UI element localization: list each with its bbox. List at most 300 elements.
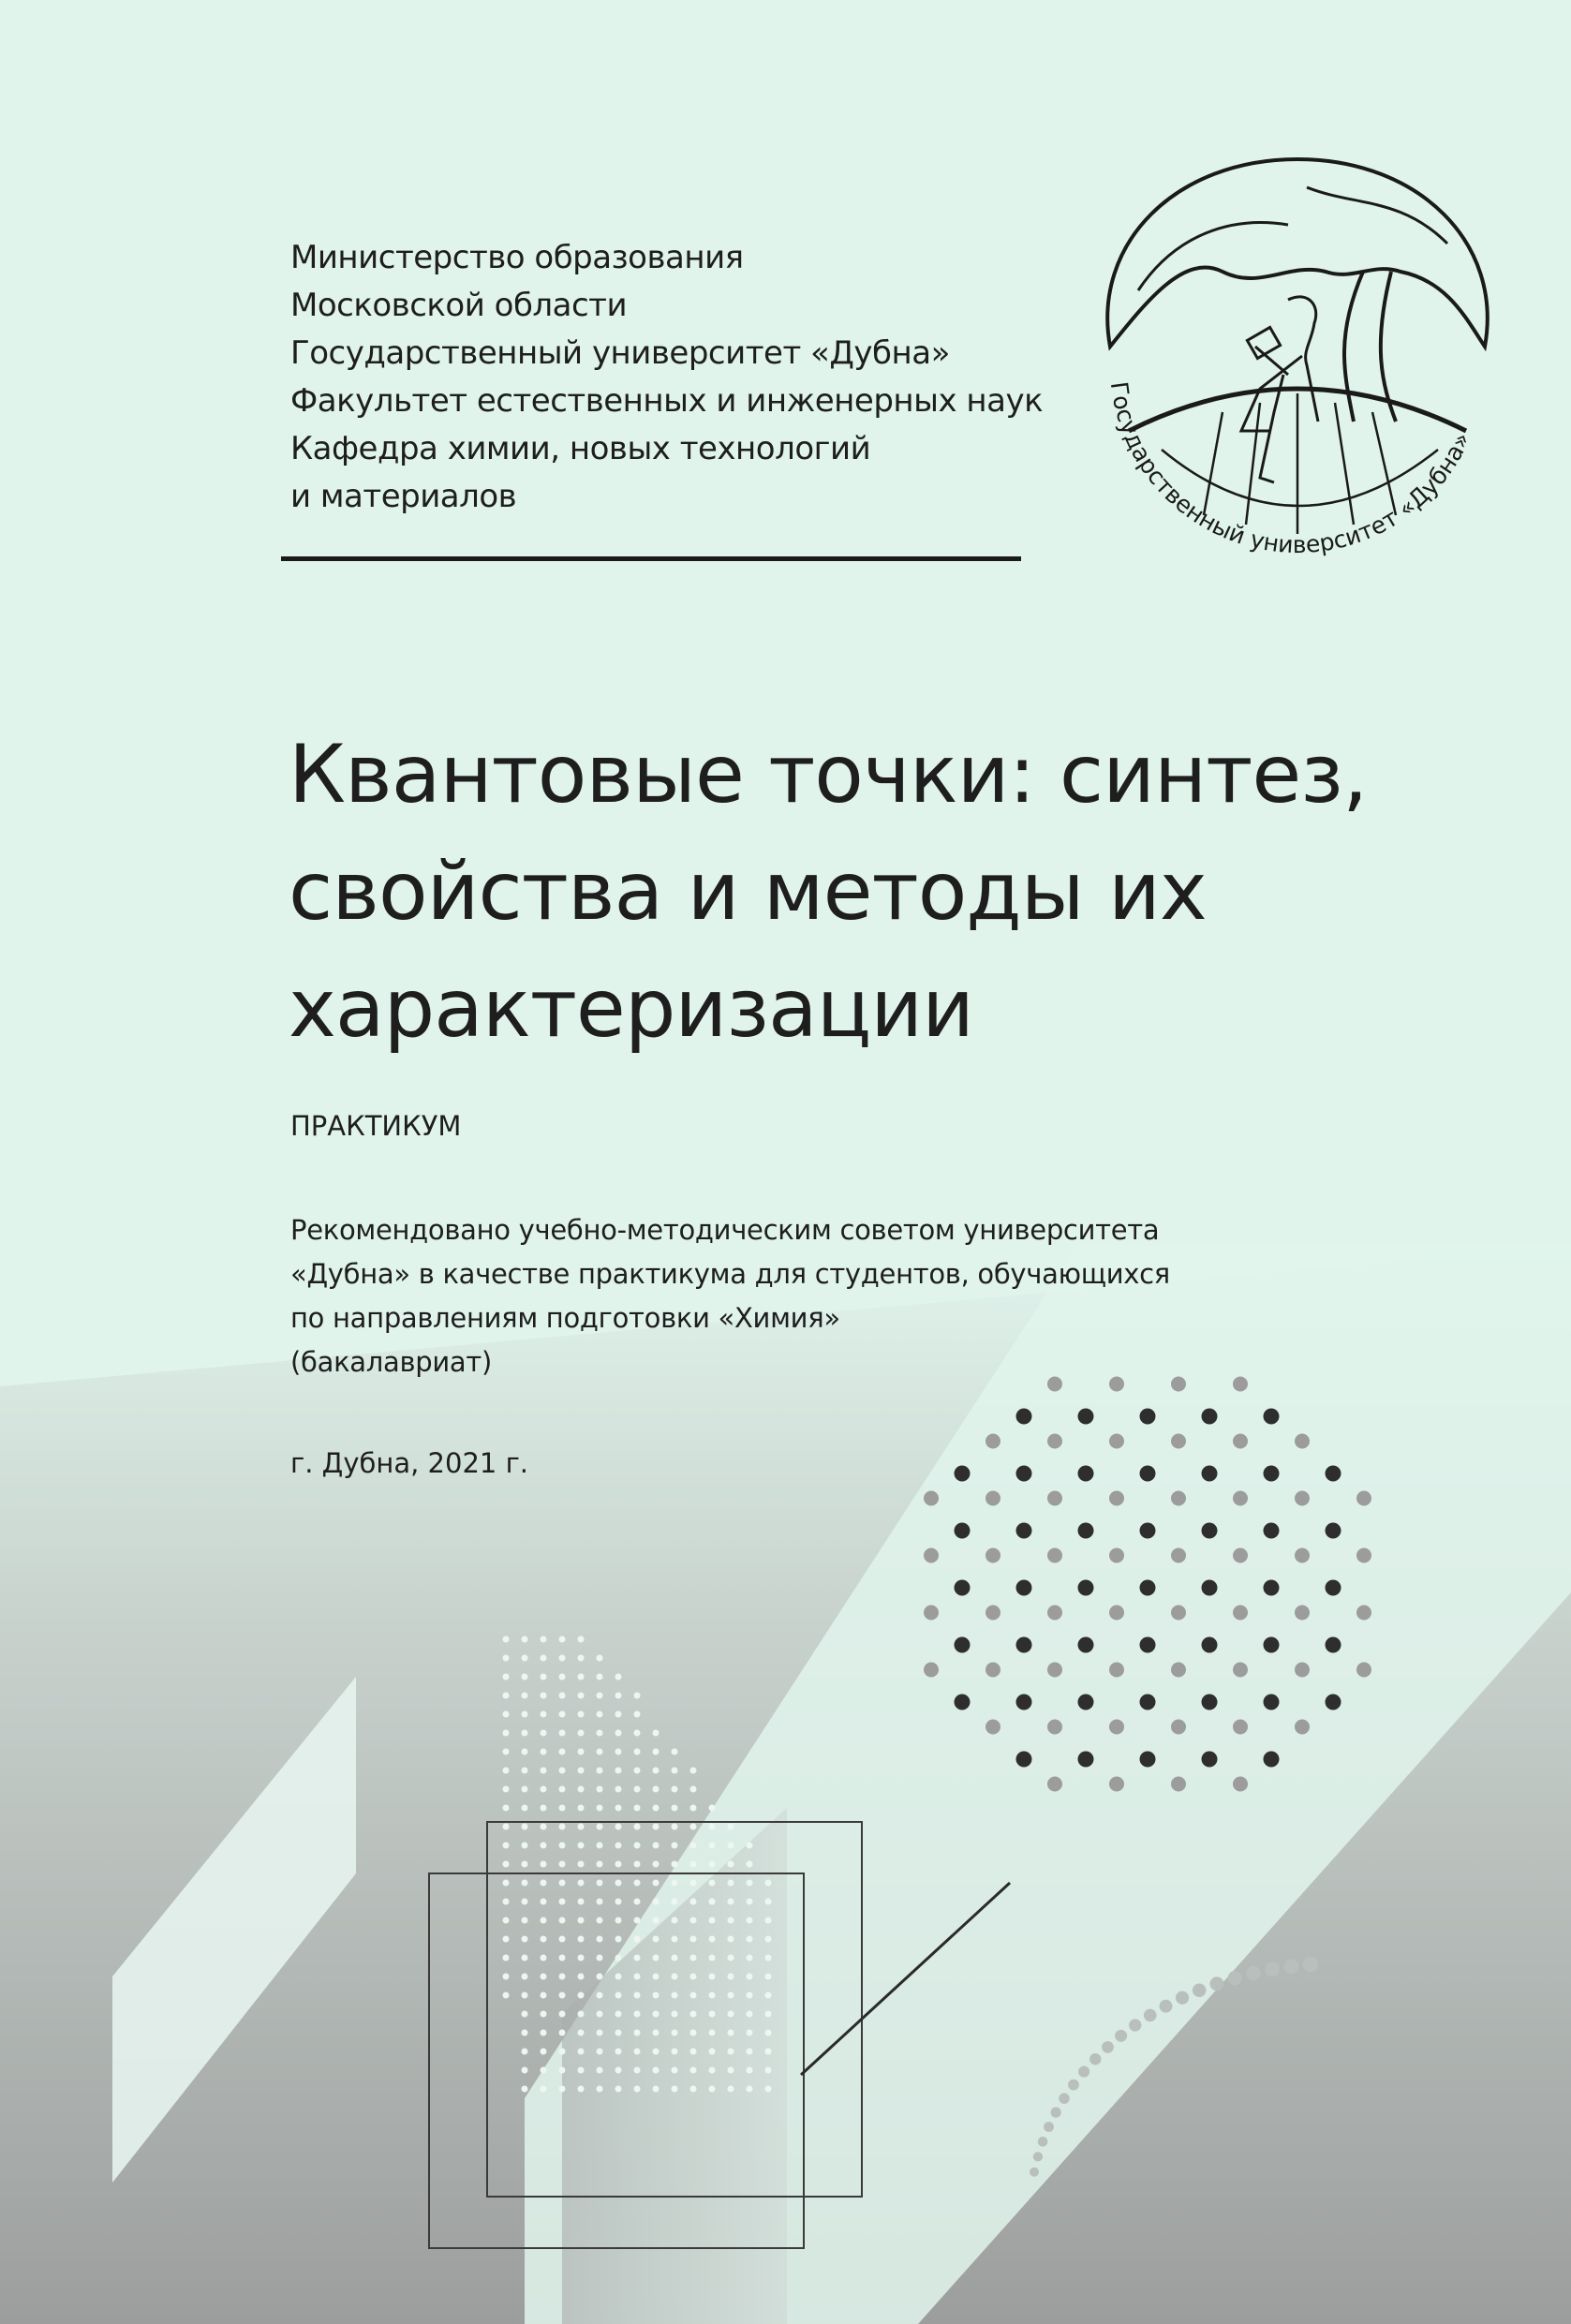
light-dot (541, 2049, 547, 2055)
light-dot (690, 1843, 697, 1849)
light-dot (634, 1730, 641, 1737)
light-dot (541, 1992, 547, 1999)
light-dot (709, 1917, 716, 1924)
light-dot (653, 1730, 660, 1737)
light-dot (690, 2011, 697, 2018)
light-dot (634, 2049, 641, 2055)
light-dot (578, 2067, 585, 2074)
light-dot (578, 1974, 585, 1980)
university-logo (1073, 131, 1522, 581)
light-dot (503, 1693, 510, 1699)
light-dot (634, 1974, 641, 1980)
light-dot (597, 2011, 603, 2018)
dark-dot (1264, 1752, 1280, 1768)
light-dot (634, 1749, 641, 1755)
arc-dot (1059, 2093, 1070, 2104)
light-dot (634, 1786, 641, 1793)
grey-dot (1233, 1434, 1248, 1449)
arc-dot (1283, 1959, 1298, 1974)
light-dot (559, 1674, 566, 1680)
light-dot (709, 2011, 716, 2018)
dark-dot (1078, 1580, 1094, 1596)
light-dot (522, 1730, 528, 1737)
grey-dot (924, 1548, 939, 1563)
light-dot (709, 2030, 716, 2036)
grey-dot (1047, 1720, 1062, 1735)
grey-dot (1233, 1548, 1248, 1563)
light-dot (597, 2067, 603, 2074)
light-dot (541, 1917, 547, 1924)
grey-dot (986, 1491, 1000, 1506)
light-dot (653, 2030, 660, 2036)
grey-dot (1109, 1491, 1124, 1506)
logo-ring-text: Государственный университет «Дубна» (1104, 379, 1476, 559)
light-dot (503, 1768, 510, 1774)
light-dot (559, 1805, 566, 1812)
light-dot (522, 1899, 528, 1905)
dark-dot (1016, 1466, 1032, 1482)
grey-dot (1233, 1491, 1248, 1506)
light-dot (747, 1936, 753, 1943)
light-dot (765, 2049, 772, 2055)
light-dot (597, 1749, 603, 1755)
light-dot (578, 1730, 585, 1737)
arc-dot (1051, 2108, 1061, 2118)
light-dot (541, 2011, 547, 2018)
arc-dot (1078, 2066, 1089, 2078)
light-dot (559, 1749, 566, 1755)
light-dot (597, 1711, 603, 1718)
grey-dot (1109, 1720, 1124, 1735)
light-dot (522, 1655, 528, 1662)
light-dot (522, 1880, 528, 1887)
light-dot (672, 1880, 678, 1887)
recommendation-line: Рекомендовано учебно-методическим советом университета (290, 1214, 1160, 1246)
light-dot (672, 1936, 678, 1943)
light-dot (597, 1936, 603, 1943)
light-dot (541, 1936, 547, 1943)
light-dot (522, 1711, 528, 1718)
light-dot (690, 1786, 697, 1793)
light-dot (634, 1917, 641, 1924)
light-dot (634, 2030, 641, 2036)
light-dot (522, 1749, 528, 1755)
arc-dot (1193, 1984, 1207, 1998)
light-dot (578, 1786, 585, 1793)
light-dot (559, 1955, 566, 1961)
light-dot (653, 1899, 660, 1905)
light-dot (653, 2086, 660, 2093)
header-line: Факультет естественных и инженерных наук (290, 382, 1044, 420)
dark-dot (1140, 1580, 1156, 1596)
grey-dot (1047, 1777, 1062, 1792)
light-dot (634, 2086, 641, 2093)
light-dot (709, 1861, 716, 1868)
light-dot (672, 1786, 678, 1793)
grey-dot (1171, 1377, 1186, 1392)
light-dot (597, 1955, 603, 1961)
light-dot (578, 1693, 585, 1699)
arc-dot (1246, 1966, 1260, 1980)
light-dot (541, 1636, 547, 1643)
light-dot (634, 1768, 641, 1774)
light-dot (559, 1899, 566, 1905)
light-dot (709, 1899, 716, 1905)
light-dot (597, 1974, 603, 1980)
dark-dot (1140, 1637, 1156, 1653)
light-dot (541, 2030, 547, 2036)
light-dot (522, 2011, 528, 2018)
light-dot (728, 2067, 734, 2074)
dark-dot (1326, 1466, 1341, 1482)
light-dot (541, 1861, 547, 1868)
light-dot (503, 1711, 510, 1718)
light-dot (690, 1824, 697, 1830)
light-dot (672, 1917, 678, 1924)
light-dot (690, 2030, 697, 2036)
light-dot (615, 1992, 622, 1999)
light-dot (503, 1674, 510, 1680)
dark-dot (1264, 1466, 1280, 1482)
dark-dot (1140, 1523, 1156, 1539)
dark-dot (1078, 1695, 1094, 1710)
grey-dot (1356, 1663, 1371, 1678)
grey-dot (1233, 1377, 1248, 1392)
light-dot (615, 1917, 622, 1924)
light-dot (578, 1843, 585, 1849)
light-dot (615, 1674, 622, 1680)
light-dot (578, 1899, 585, 1905)
light-dot (522, 1936, 528, 1943)
light-dot (728, 1843, 734, 1849)
light-dot (615, 1786, 622, 1793)
light-dot (559, 1843, 566, 1849)
light-dot (634, 1880, 641, 1887)
light-dot (597, 2086, 603, 2093)
light-dot (747, 1899, 753, 1905)
light-dot (615, 1861, 622, 1868)
light-dot (522, 1861, 528, 1868)
light-dot (522, 1974, 528, 1980)
institution-header (290, 234, 1043, 521)
dark-dot (1078, 1752, 1094, 1768)
grey-dot (1109, 1777, 1124, 1792)
light-dot (522, 2067, 528, 2074)
light-dot (578, 1880, 585, 1887)
arc-dot (1030, 2168, 1039, 2177)
light-dot (615, 1749, 622, 1755)
light-dot (728, 1955, 734, 1961)
light-dot (578, 2049, 585, 2055)
title-line: свойства и методы их (289, 845, 1207, 939)
light-dot (690, 1768, 697, 1774)
light-dot (615, 1880, 622, 1887)
dark-dot (1202, 1580, 1218, 1596)
header-line: Кафедра химии, новых технологий (290, 430, 871, 467)
light-dot (541, 2067, 547, 2074)
light-dot (728, 2011, 734, 2018)
grey-dot (1171, 1777, 1186, 1792)
light-dot (559, 1824, 566, 1830)
light-dot (634, 1899, 641, 1905)
arc-dot (1129, 2019, 1141, 2031)
grey-dot (1356, 1491, 1371, 1506)
light-dot (690, 2067, 697, 2074)
title-line: Квантовые точки: синтез, (289, 728, 1368, 822)
light-dot (653, 1974, 660, 1980)
dark-dot (1202, 1695, 1218, 1710)
light-dot (541, 1974, 547, 1980)
light-dot (578, 1749, 585, 1755)
grey-dot (1171, 1434, 1186, 1449)
dark-dot (1326, 1637, 1341, 1653)
light-dot (672, 1861, 678, 1868)
light-dot (578, 1805, 585, 1812)
light-dot (728, 1824, 734, 1830)
light-dot (690, 1917, 697, 1924)
arc-dot (1144, 2009, 1157, 2022)
light-dot (615, 2086, 622, 2093)
light-dot (653, 1824, 660, 1830)
light-dot (559, 1655, 566, 1662)
light-dot (503, 1655, 510, 1662)
dark-dot (1140, 1695, 1156, 1710)
light-dot (765, 1936, 772, 1943)
light-dot (728, 2049, 734, 2055)
light-dot (503, 1636, 510, 1643)
grey-dot (986, 1663, 1000, 1678)
dark-dot (1264, 1580, 1280, 1596)
dark-dot (1078, 1466, 1094, 1482)
light-dot (634, 2011, 641, 2018)
light-dot (709, 1974, 716, 1980)
arc-dot (1228, 1971, 1242, 1985)
grey-dot (1171, 1720, 1186, 1735)
light-dot (615, 2030, 622, 2036)
light-dot (653, 1861, 660, 1868)
grey-dot (986, 1434, 1000, 1449)
dark-dot (1016, 1637, 1032, 1653)
light-dot (765, 2067, 772, 2074)
header-divider (281, 556, 1021, 561)
grey-dot (1233, 1720, 1248, 1735)
dark-dot (1264, 1695, 1280, 1710)
light-dot (522, 1786, 528, 1793)
arc-dot (1033, 2152, 1043, 2161)
arc-dot (1303, 1957, 1318, 1972)
light-dot (597, 1786, 603, 1793)
light-dot (765, 1974, 772, 1980)
dark-dot (1016, 1752, 1032, 1768)
light-dot (709, 1936, 716, 1943)
grey-dot (1047, 1434, 1062, 1449)
light-dot (747, 1861, 753, 1868)
light-dot (578, 1861, 585, 1868)
light-dot (597, 2030, 603, 2036)
light-dot (709, 1843, 716, 1849)
light-dot (559, 1880, 566, 1887)
light-dot (709, 2086, 716, 2093)
light-dot (709, 1880, 716, 1887)
light-dot (559, 2049, 566, 2055)
light-dot (653, 1768, 660, 1774)
light-dot (615, 1730, 622, 1737)
arc-dot (1115, 2030, 1127, 2042)
light-dot (559, 1861, 566, 1868)
tree-crown-icon (1107, 159, 1488, 347)
grey-dot (1233, 1777, 1248, 1792)
light-dot (615, 1955, 622, 1961)
light-dot (615, 1936, 622, 1943)
light-dot (597, 1768, 603, 1774)
light-dot (672, 1824, 678, 1830)
light-dot (615, 2067, 622, 2074)
light-dot (597, 1843, 603, 1849)
light-dot (522, 1636, 528, 1643)
light-dot (559, 1636, 566, 1643)
arc-dot (1044, 2122, 1054, 2132)
dark-dot (955, 1637, 971, 1653)
light-dot (559, 1936, 566, 1943)
recommendation-text (290, 1208, 1170, 1384)
light-dot (522, 1805, 528, 1812)
light-dot (578, 1768, 585, 1774)
light-dot (578, 2011, 585, 2018)
light-dot (541, 1711, 547, 1718)
grey-dot (1171, 1663, 1186, 1678)
light-dot (615, 1843, 622, 1849)
light-dot (559, 2086, 566, 2093)
dark-dot (1326, 1580, 1341, 1596)
light-dot (728, 2086, 734, 2093)
light-dot (747, 1974, 753, 1980)
grey-dot (1233, 1663, 1248, 1678)
light-dot (747, 2086, 753, 2093)
dark-dot (1202, 1409, 1218, 1425)
dark-dot (1264, 1637, 1280, 1653)
light-dot (615, 1824, 622, 1830)
light-dot (503, 1917, 510, 1924)
arc-dot (1176, 1991, 1189, 2005)
recommendation-line: по направлениям подготовки «Химия» (290, 1302, 840, 1334)
dark-dot (1016, 1409, 1032, 1425)
grey-dot (1171, 1548, 1186, 1563)
light-dot (653, 2049, 660, 2055)
light-dot (653, 1749, 660, 1755)
light-dot (653, 2067, 660, 2074)
light-dot (672, 1974, 678, 1980)
light-dot (690, 1899, 697, 1905)
light-dot (672, 2011, 678, 2018)
light-dot (503, 1730, 510, 1737)
dark-dot (1016, 1523, 1032, 1539)
light-dot (578, 1824, 585, 1830)
light-dot (503, 1805, 510, 1812)
light-dot (690, 1992, 697, 1999)
light-dot (653, 1992, 660, 1999)
header-line: Московской области (290, 287, 628, 324)
dark-dot (1202, 1637, 1218, 1653)
light-dot (615, 2011, 622, 2018)
grey-dot (986, 1606, 1000, 1621)
light-dot (690, 2086, 697, 2093)
light-dot (541, 1786, 547, 1793)
light-dot (578, 1992, 585, 1999)
light-dot (578, 2030, 585, 2036)
grey-dot (1356, 1548, 1371, 1563)
light-dot (578, 1955, 585, 1961)
light-dot (653, 2011, 660, 2018)
light-dot (747, 1880, 753, 1887)
light-dot (709, 2067, 716, 2074)
light-dot (503, 1749, 510, 1755)
light-dot (522, 1693, 528, 1699)
light-dot (765, 1880, 772, 1887)
light-dot (747, 2011, 753, 2018)
light-dot (559, 1992, 566, 1999)
light-dot (709, 1824, 716, 1830)
light-dot (615, 2049, 622, 2055)
light-dot (728, 1992, 734, 1999)
light-dot (634, 1805, 641, 1812)
light-dot (747, 1917, 753, 1924)
header-line: и материалов (290, 478, 517, 515)
light-dot (615, 1805, 622, 1812)
light-dot (672, 1768, 678, 1774)
light-dot (709, 1805, 716, 1812)
light-dot (728, 1861, 734, 1868)
dark-dot (1140, 1466, 1156, 1482)
city-year: г. Дубна, 2021 г. (290, 1447, 529, 1479)
grey-dot (986, 1548, 1000, 1563)
grey-dot (1109, 1663, 1124, 1678)
light-dot (522, 2049, 528, 2055)
grey-dot (1295, 1491, 1310, 1506)
dark-dot (955, 1466, 971, 1482)
grey-dot (1295, 1434, 1310, 1449)
light-dot (541, 1899, 547, 1905)
light-dot (597, 1861, 603, 1868)
light-dot (728, 1899, 734, 1905)
dark-dot (1202, 1752, 1218, 1768)
light-dot (634, 1936, 641, 1943)
grey-dot (1047, 1548, 1062, 1563)
light-dot (578, 1917, 585, 1924)
dark-dot (1078, 1637, 1094, 1653)
grey-dot (924, 1663, 939, 1678)
grey-dot (1295, 1606, 1310, 1621)
recommendation-line: (бакалавриат) (290, 1346, 492, 1378)
light-dot (541, 1749, 547, 1755)
dark-dot (1326, 1695, 1341, 1710)
dark-dot (1016, 1695, 1032, 1710)
light-dot (541, 1805, 547, 1812)
light-dot (503, 1824, 510, 1830)
light-dot (578, 1636, 585, 1643)
light-dot (615, 1693, 622, 1699)
light-dot (503, 1992, 510, 1999)
light-dot (597, 1805, 603, 1812)
dark-dot (1078, 1409, 1094, 1425)
light-dot (634, 1824, 641, 1830)
light-dot (634, 1955, 641, 1961)
light-dot (672, 2030, 678, 2036)
light-dot (709, 2049, 716, 2055)
light-dot (690, 1955, 697, 1961)
light-dot (522, 1917, 528, 1924)
light-dot (690, 1974, 697, 1980)
light-dot (728, 1880, 734, 1887)
